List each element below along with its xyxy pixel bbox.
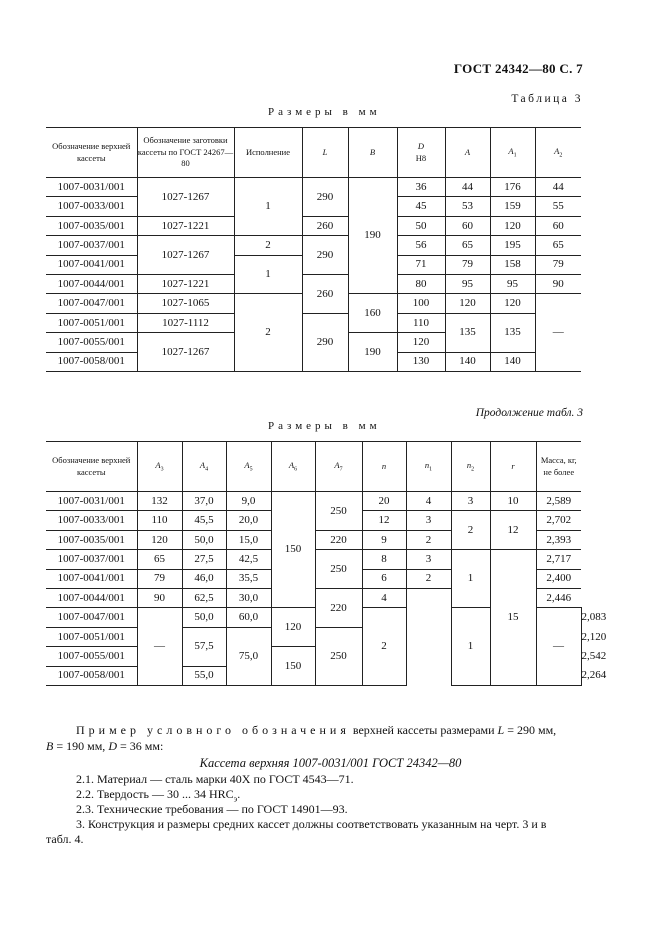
table-cell: 1027-1267 — [137, 178, 234, 217]
header-cell: r — [490, 442, 536, 492]
table-cell: 290 — [302, 178, 348, 217]
table-cell: 1027-1221 — [137, 274, 234, 293]
table-cell: 79 — [445, 255, 490, 274]
header-cell: Масса, кг, не более — [536, 442, 581, 492]
header-cell: Исполнение — [234, 128, 302, 178]
table-cell: 79 — [535, 255, 581, 274]
table-cell: 3 — [451, 492, 490, 511]
table-cell: 1007-0035/001 — [46, 216, 137, 235]
table-cell: 1007-0058/001 — [46, 352, 137, 371]
table-row — [46, 274, 581, 293]
table-cell: 159 — [490, 197, 535, 216]
table-cell: 158 — [490, 255, 535, 274]
table-cell: 260 — [302, 216, 348, 235]
table-cell: 1 — [451, 550, 490, 608]
table-cell: 75,0 — [226, 627, 271, 685]
header-cell: $n_1$ — [406, 442, 451, 492]
item-2-2: 2.2. Твердость — 30 ... 34 $HRC_э$. — [76, 787, 241, 804]
table-3 — [46, 127, 581, 372]
table-cell: 1007-0041/001 — [46, 569, 137, 588]
table-cell: 53 — [445, 197, 490, 216]
table-cell: — — [535, 294, 581, 372]
table-cell: 9 — [362, 530, 406, 549]
table-cell: 2,446 — [536, 588, 581, 607]
table-cell: 1007-0031/001 — [46, 178, 137, 197]
table-cell: 80 — [397, 274, 445, 293]
table-cell: 2,400 — [536, 569, 581, 588]
table-cell: 44 — [535, 178, 581, 197]
table-cell: 50 — [397, 216, 445, 235]
table-cell: 35,5 — [226, 569, 271, 588]
table-cell: 57,5 — [182, 627, 226, 666]
table-cell: 220 — [315, 530, 362, 549]
table-cell: 135 — [445, 313, 490, 352]
table-cell: 37,0 — [182, 492, 226, 511]
table-cell: 1007-0055/001 — [46, 333, 137, 352]
table-cell: 190 — [348, 178, 397, 294]
table-cell: 140 — [445, 352, 490, 371]
table-cell: 250 — [315, 492, 362, 531]
header-cell: Обозначение верхней кассеты — [46, 128, 137, 178]
table-cell: 1007-0033/001 — [46, 511, 137, 530]
table-cell: 2,702 — [536, 511, 581, 530]
header-cell: $A_4$ — [182, 442, 226, 492]
table-caption: Размеры в мм — [268, 106, 381, 118]
table-cell: 220 — [315, 588, 362, 627]
table-cell: 95 — [445, 274, 490, 293]
table-cell: 20 — [362, 492, 406, 511]
table-cell: 1007-0033/001 — [46, 197, 137, 216]
table-cell: 2 — [406, 530, 451, 549]
table-cell: 12 — [490, 511, 536, 550]
table-cell: 4 — [406, 492, 451, 511]
table-cell: 15 — [490, 550, 536, 686]
table-label: Таблица 3 — [511, 93, 583, 105]
table-cell: 135 — [490, 313, 535, 352]
header-cell: n — [362, 442, 406, 492]
table-cell: 2 — [234, 236, 302, 255]
table-cell: 42,5 — [226, 550, 271, 569]
table-cell: 50,0 — [182, 530, 226, 549]
table-cell: 2 — [406, 569, 451, 588]
table-cell: 60 — [535, 216, 581, 235]
table-cell: 56 — [397, 236, 445, 255]
table-cell: 55 — [535, 197, 581, 216]
header-cell: $A_3$ — [137, 442, 182, 492]
header-cell: $A_2$ — [535, 128, 581, 178]
table-cell: 90 — [535, 274, 581, 293]
header-cell: Обозначение заготовки кассеты по ГОСТ 24267—80 — [137, 128, 234, 178]
table-cell: 55,0 — [182, 666, 226, 685]
table-cell: 120 — [137, 530, 182, 549]
header-cell: B — [348, 128, 397, 178]
header-cell: $A_6$ — [271, 442, 315, 492]
table-cell: 120 — [490, 294, 535, 313]
example-paragraph: Пример условного обозначения верхней кассеты размерами L = 290 мм, B = 190 мм, D = 36 мм: — [46, 723, 557, 753]
table-cell: 60 — [445, 216, 490, 235]
table-row: 1007-0047/001 — 50,0 60,0 120 2 1 — 2,083 — [46, 608, 581, 627]
table-row — [46, 216, 581, 235]
table-cell: 140 — [490, 352, 535, 371]
table-cell: 2 — [451, 511, 490, 550]
table-cell: — — [536, 608, 581, 686]
table-cell: 9,0 — [226, 492, 271, 511]
table-cell: 65 — [535, 236, 581, 255]
item-2-3: 2.3. Технические требования — по ГОСТ 14901—93. — [76, 802, 348, 816]
table-cell: 150 — [271, 647, 315, 686]
table-cell: 1027-1065 — [137, 294, 234, 313]
table-cell: 65 — [445, 236, 490, 255]
table-cell: 1007-0055/001 — [46, 647, 137, 666]
table-cell: 110 — [397, 313, 445, 332]
table-cell: 1 — [451, 608, 490, 686]
table-cell: 176 — [490, 178, 535, 197]
page-header: ГОСТ 24342—80 С. 7 — [453, 61, 583, 76]
header-cell: $A_7$ — [315, 442, 362, 492]
example-lead: Пример условного обозначения — [76, 723, 350, 737]
table-caption: Размеры в мм — [268, 420, 381, 432]
table-row — [46, 492, 581, 511]
table-cell: 100 — [397, 294, 445, 313]
table-cell: 95 — [490, 274, 535, 293]
header-cell: L — [302, 128, 348, 178]
table-cell: 120 — [490, 216, 535, 235]
table-row: 1007-0058/001 55,0 2,264 — [46, 666, 581, 685]
table-cell: 1007-0037/001 — [46, 550, 137, 569]
table-row: 1007-0051/001 57,5 75,0 250 2,120 — [46, 627, 581, 646]
table-cell: 1 — [234, 255, 302, 294]
table-cell: 120 — [445, 294, 490, 313]
table-cell: 15,0 — [226, 530, 271, 549]
table-cell: 36 — [397, 178, 445, 197]
table-cell: 4 — [362, 588, 406, 607]
table-cell: 120 — [271, 608, 315, 647]
table-cell: 250 — [315, 550, 362, 589]
header-cell: $n_2$ — [451, 442, 490, 492]
table-cell: 3 — [406, 550, 451, 569]
table-cell: 1007-0051/001 — [46, 313, 137, 332]
table-cell: 79 — [137, 569, 182, 588]
table-cell: 2 — [234, 294, 302, 372]
table-cell: 1007-0037/001 — [46, 236, 137, 255]
header-cell: $A_5$ — [226, 442, 271, 492]
table-cell: 2 — [362, 608, 406, 686]
table-3-continued — [46, 441, 607, 686]
table-cell: 1007-0041/001 — [46, 255, 137, 274]
table-cell: 120 — [397, 333, 445, 352]
table-cell: 1027-1221 — [137, 216, 234, 235]
table-cell: — — [137, 608, 182, 686]
table-cell: 62,5 — [182, 588, 226, 607]
table-cell: 46,0 — [182, 569, 226, 588]
table-cell: 1027-1267 — [137, 236, 234, 275]
item-3: 3. Конструкция и размеры средних кассет должны соответствовать указанным на черт. 3 и в — [76, 817, 547, 831]
table-cell: 8 — [362, 550, 406, 569]
table-cell: 1007-0051/001 — [46, 627, 137, 646]
table-cell: 65 — [137, 550, 182, 569]
header-cell: Обозначение верхней кассеты — [46, 442, 137, 492]
table-cell: 110 — [137, 511, 182, 530]
table-cell: 150 — [271, 492, 315, 608]
table-cell: 2,393 — [536, 530, 581, 549]
header-cell: D H8 — [397, 128, 445, 178]
table-cell: 190 — [348, 333, 397, 372]
table-cell: 20,0 — [226, 511, 271, 530]
table-cell: 160 — [348, 294, 397, 333]
table-cell: 2,717 — [536, 550, 581, 569]
table-cell: 1007-0044/001 — [46, 274, 137, 293]
table-row — [46, 313, 581, 332]
table-cell: 1007-0035/001 — [46, 530, 137, 549]
table-cell: 30,0 — [226, 588, 271, 607]
table-cell: 195 — [490, 236, 535, 255]
table-cell: 260 — [302, 274, 348, 313]
table-cell: 45,5 — [182, 511, 226, 530]
table-cell: 3 — [406, 511, 451, 530]
table-cell — [406, 588, 451, 685]
table-cell: 60,0 — [226, 608, 271, 627]
table-cell: 27,5 — [182, 550, 226, 569]
table-cell: 1 — [234, 178, 302, 236]
table-cell: 2,589 — [536, 492, 581, 511]
table-cell: 50,0 — [182, 608, 226, 627]
table-cell: 90 — [137, 588, 182, 607]
table-cell: 1007-0058/001 — [46, 666, 137, 685]
item-3-continued: табл. 4. — [46, 832, 84, 846]
table-cell: 1007-0031/001 — [46, 492, 137, 511]
table-cell: 1027-1267 — [137, 333, 234, 372]
table-cell: 44 — [445, 178, 490, 197]
table-row — [46, 236, 581, 255]
table-cell: 132 — [137, 492, 182, 511]
table-cell: 1007-0044/001 — [46, 588, 137, 607]
table-cell: 1007-0047/001 — [46, 294, 137, 313]
table-cell: 290 — [302, 236, 348, 275]
header-cell: A — [445, 128, 490, 178]
table-cell: 71 — [397, 255, 445, 274]
table-cell: 45 — [397, 197, 445, 216]
table-cell: 6 — [362, 569, 406, 588]
table-cell: 12 — [362, 511, 406, 530]
table-cell: 1027-1112 — [137, 313, 234, 332]
table-cell: 250 — [315, 627, 362, 685]
example-designation: Кассета верхняя 1007-0031/001 ГОСТ 24342—80 — [199, 756, 462, 770]
table-continuation-label: Продолжение табл. 3 — [475, 407, 583, 419]
table-cell: 10 — [490, 492, 536, 511]
table-cell: 130 — [397, 352, 445, 371]
table-row — [46, 178, 581, 197]
header-cell: $A_1$ — [490, 128, 535, 178]
item-2-1: 2.1. Материал — сталь марки 40Х по ГОСТ 4543—71. — [76, 772, 354, 786]
table-cell: 1007-0047/001 — [46, 608, 137, 627]
table-cell: 290 — [302, 313, 348, 371]
table-row: 1007-0055/001 150 2,542 — [46, 647, 581, 666]
